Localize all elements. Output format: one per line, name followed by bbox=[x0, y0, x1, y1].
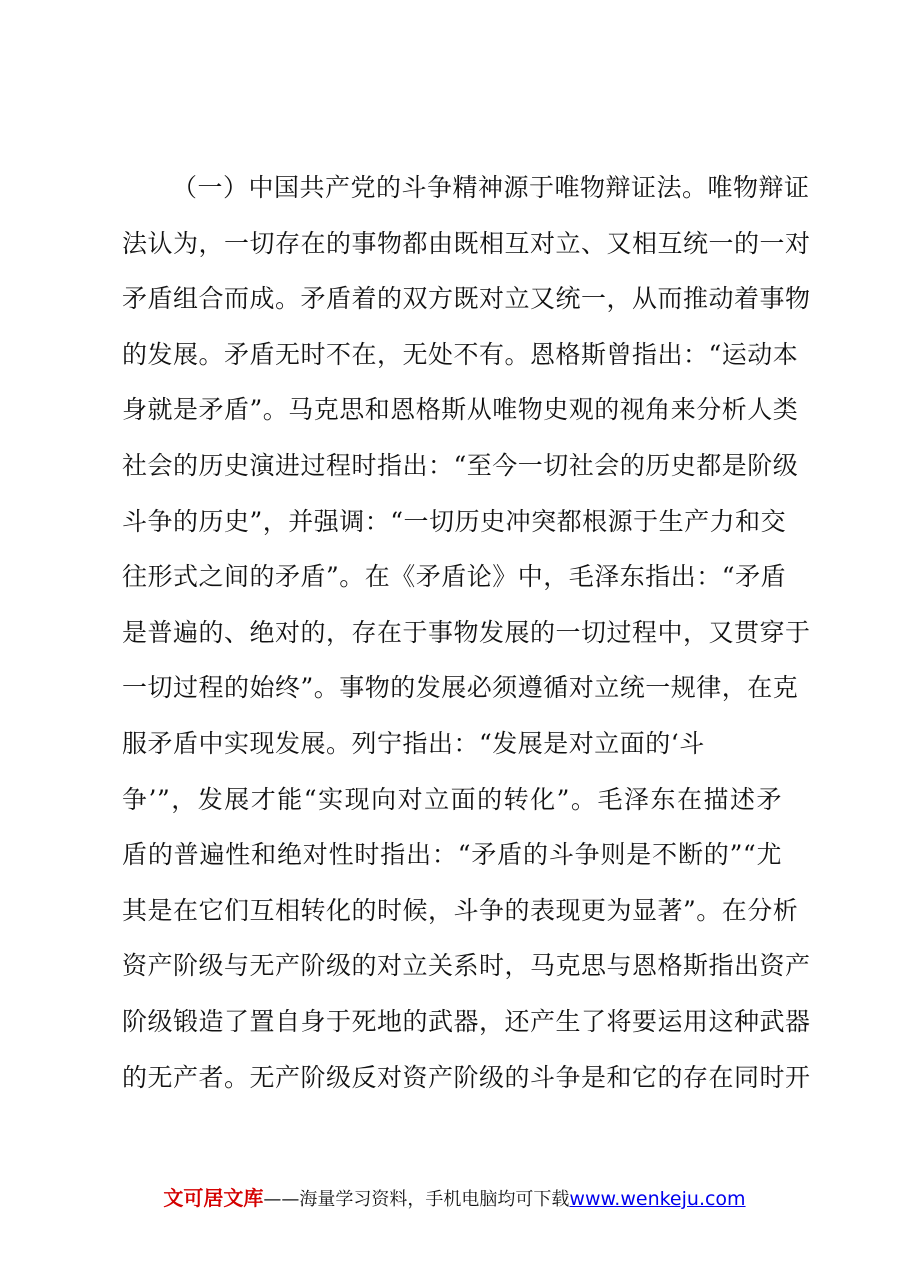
paragraph-line: 资产阶级与无产阶级的对立关系时，马克思与恩格斯指出资产 bbox=[122, 951, 811, 981]
footer-banner bbox=[0, 1182, 909, 1211]
paragraph-line: 争’”，发展才能“实现向对立面的转化”。毛泽东在描述矛 bbox=[122, 784, 782, 814]
paragraph-line: 其是在它们互相转化的时候，斗争的表现更为显著”。在分析 bbox=[122, 895, 799, 925]
paragraph-line: 往形式之间的矛盾”。在《矛盾论》中，毛泽东指出：“矛盾 bbox=[122, 562, 787, 592]
paragraph-line: 的发展。矛盾无时不在，无处不有。恩格斯曾指出：“运动本 bbox=[122, 339, 799, 369]
paragraph-line: 是普遍的、绝对的，存在于事物发展的一切过程中，又贯穿于 bbox=[122, 617, 811, 647]
paragraph-line: 盾的普遍性和绝对性时指出：“矛盾的斗争则是不断的”“尤 bbox=[122, 840, 782, 870]
website-link[interactable]: www.wenkeju.com bbox=[569, 1188, 746, 1210]
footer-tagline: ——海量学习资料，手机电脑均可下载 bbox=[263, 1189, 570, 1210]
paragraph-line: 身就是矛盾”。马克思和恩格斯从唯物史观的视角来分析人类 bbox=[122, 395, 799, 425]
paragraph-line: （一）中国共产党的斗争精神源于唯物辩证法。唯物辩证 bbox=[172, 173, 810, 202]
paragraph-line: 矛盾组合而成。矛盾着的双方既对立又统一，从而推动着事物 bbox=[122, 284, 811, 314]
paragraph-line: 法认为，一切存在的事物都由既相互对立、又相互统一的一对 bbox=[122, 228, 811, 258]
paragraph-line: 服矛盾中实现发展。列宁指出：“发展是对立面的‘斗 bbox=[122, 728, 705, 758]
paragraph-line: 阶级锻造了置自身于死地的武器，还产生了将要运用这种武器 bbox=[122, 1006, 811, 1036]
paragraph-line: 的无产者。无产阶级反对资产阶级的斗争是和它的存在同时开 bbox=[122, 1062, 811, 1092]
paragraph-line: 一切过程的始终”。事物的发展必须遵循对立统一规律，在克 bbox=[122, 673, 799, 703]
body-paragraph bbox=[122, 160, 811, 1105]
paragraph-line: 斗争的历史”，并强调：“一切历史冲突都根源于生产力和交 bbox=[122, 506, 787, 536]
brand-logo-text: 文可居文库 bbox=[163, 1186, 264, 1210]
paragraph-line: 社会的历史演进过程时指出：“至今一切社会的历史都是阶级 bbox=[122, 450, 799, 480]
